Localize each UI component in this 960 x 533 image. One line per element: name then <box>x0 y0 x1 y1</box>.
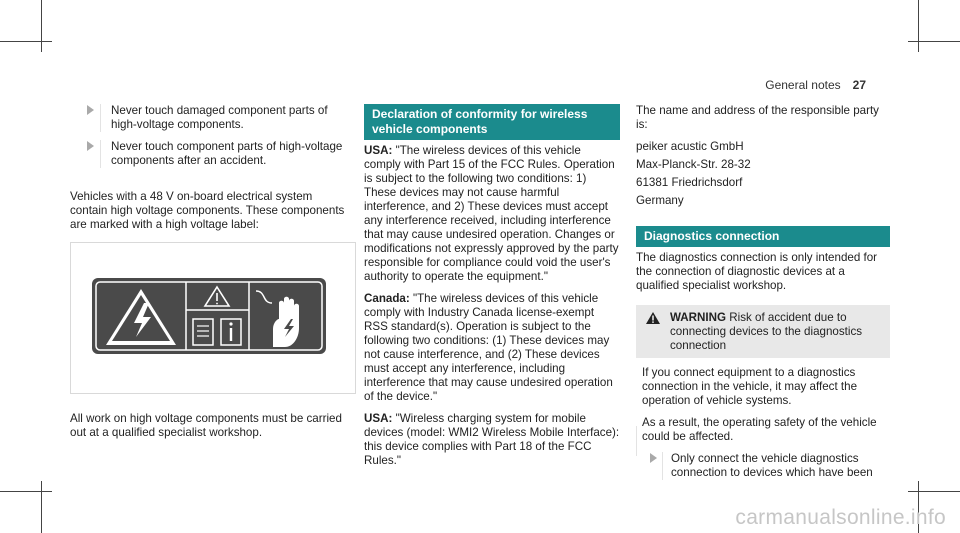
paragraph: The diagnostics connection is only intended for the connection of diagnostic devices at a qualified specialist workshop. <box>636 251 878 292</box>
bullet-text: Never touch component parts of high-voltage components after an accident. <box>111 140 343 167</box>
column-right <box>636 104 890 488</box>
page-number: 27 <box>852 78 866 92</box>
bullet-arrow-icon <box>87 105 94 115</box>
watermark: carmanualsonline.info <box>735 506 946 529</box>
region-label: USA: <box>364 144 393 157</box>
bullet-bar <box>100 104 101 132</box>
wireless-charging-statement: "Wireless charging system for mobile devices (model: WMI2 Wireless Mobile Interface): this device complies with Part 18 of the FCC Rules." <box>364 412 620 467</box>
crop-mark <box>41 0 42 52</box>
crop-mark <box>918 0 919 52</box>
paragraph: All work on high voltage components must be carried out at a qualified specialist workshop. <box>70 412 342 439</box>
bullet-bar <box>100 140 101 168</box>
address-line: 61381 Friedrichsdorf <box>636 176 743 189</box>
canada-statement: "The wireless devices of this vehicle comply with Industry Canada license-exempt RSS standard(s). Operation is subject to the following two conditions: (1) These devices may not cause interference, and (2) These devices must accept any interference, including interference that may cause undesired operation of the device." <box>364 292 613 403</box>
list-item <box>76 104 346 132</box>
warning-title: WARNING <box>670 311 727 324</box>
section-heading: Diagnostics connection <box>636 226 890 247</box>
paragraph <box>364 144 620 284</box>
crop-mark <box>0 41 52 42</box>
address-line: Max-Planck-Str. 28-32 <box>636 158 751 171</box>
list-item <box>76 140 346 168</box>
crop-mark <box>908 491 960 492</box>
high-voltage-label-figure <box>70 242 356 394</box>
warning-text: Risk of accident due to connecting devices to the diagnostics connection <box>670 311 863 352</box>
paragraph: If you connect equipment to a diagnostics connection in the vehicle, it may affect the operation of vehicle systems. <box>642 366 858 407</box>
paragraph: As a result, the operating safety of the vehicle could be affected. <box>642 416 877 443</box>
list-item <box>642 452 884 480</box>
page-header <box>765 78 866 92</box>
bullet-text: Never touch damaged component parts of high-voltage components. <box>111 104 328 131</box>
warning-triangle-icon <box>646 312 660 324</box>
paragraph <box>364 412 620 468</box>
address-line: Germany <box>636 194 684 207</box>
region-label: USA: <box>364 412 393 425</box>
section-heading: Declaration of conformity for wireless vehicle components <box>364 104 620 140</box>
crop-mark <box>908 41 960 42</box>
bullet-arrow-icon <box>650 453 657 463</box>
crop-mark <box>41 481 42 533</box>
paragraph: Vehicles with a 48 V on-board electrical system contain high voltage components. These components are marked with a high voltage label: <box>70 190 345 231</box>
crop-mark <box>0 491 52 492</box>
region-label: Canada: <box>364 292 410 305</box>
column-middle <box>364 104 620 476</box>
fcc-statement: "The wireless devices of this vehicle comply with Part 15 of the FCC Rules. Operation is subject to the following two conditions: 1) These devices may not cause harmful interference, and 2) These devices must accept any interference received, including interference that may cause undesired operation. Changes or modifications not expressly approved by the party responsible for compliance could void the user's authority to operate the equipment." <box>364 144 619 283</box>
column-left <box>70 104 346 448</box>
warning-header <box>646 311 882 353</box>
warning-rule <box>636 426 637 456</box>
high-voltage-label-icon <box>91 277 327 355</box>
bullet-bar <box>662 452 663 480</box>
paragraph: The name and address of the responsible party is: <box>636 104 879 131</box>
section-title: General notes <box>765 78 841 92</box>
warning-body <box>636 358 890 480</box>
bullet-arrow-icon <box>87 141 94 151</box>
paragraph <box>364 292 620 404</box>
address-line: peiker acustic GmbH <box>636 140 744 153</box>
bullet-text: Only connect the vehicle diagnostics connection to devices which have been <box>671 452 873 479</box>
warning-box <box>636 305 890 358</box>
